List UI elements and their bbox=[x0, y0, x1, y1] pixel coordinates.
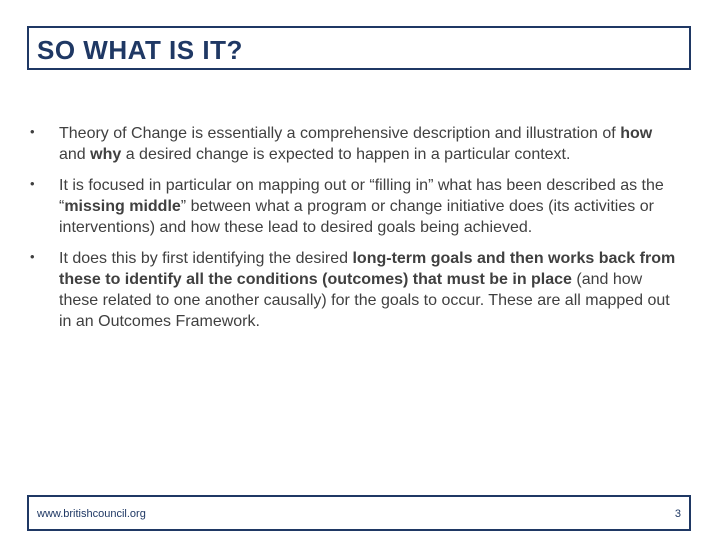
bullet-text bbox=[59, 175, 680, 238]
slide-title: SO WHAT IS IT? bbox=[37, 35, 243, 65]
bullet-item bbox=[30, 175, 680, 238]
bullet-text-emphasis: how bbox=[620, 125, 653, 142]
bullet-marker: • bbox=[30, 124, 35, 139]
bullet-marker: • bbox=[30, 176, 35, 191]
footer bbox=[27, 495, 691, 531]
bullet-item bbox=[30, 248, 680, 332]
bullet-text-emphasis: missing middle bbox=[64, 198, 181, 215]
bullet-text bbox=[59, 123, 680, 165]
bullet-text-segment: a desired change is expected to happen in a particular context. bbox=[121, 146, 571, 163]
bullet-marker: • bbox=[30, 249, 35, 264]
bullet-text-emphasis: why bbox=[90, 146, 122, 163]
bullet-text-segment: ” between what a program or change initiative does (its activities or interventions) and how these lead to desired goals being achieved. bbox=[59, 198, 654, 236]
title-box bbox=[27, 26, 691, 70]
bullet-text-segment: (and how these related to one another causally) for the goals to occur. These are all mapped out in an Outcomes Framework. bbox=[59, 271, 670, 330]
bullet-text-segment: It does this by first identifying the desired bbox=[59, 250, 353, 267]
page-number: 3 bbox=[674, 508, 681, 520]
bullet-text bbox=[59, 248, 680, 332]
bullet-item bbox=[30, 123, 680, 165]
bullet-text-segment: Theory of Change is essentially a comprehensive description and illustration of bbox=[59, 125, 621, 142]
bullet-text-segment: and bbox=[59, 146, 91, 163]
bullet-text-emphasis: long-term goals and then works back from these to identify all the conditions (outcomes) that must be in place bbox=[59, 250, 676, 288]
bullet-text-segment: It is focused in particular on mapping out or “filling in” what has been described as the “ bbox=[59, 177, 664, 215]
footer-url: www.britishcouncil.org bbox=[37, 508, 146, 520]
bullet-list bbox=[30, 123, 680, 342]
